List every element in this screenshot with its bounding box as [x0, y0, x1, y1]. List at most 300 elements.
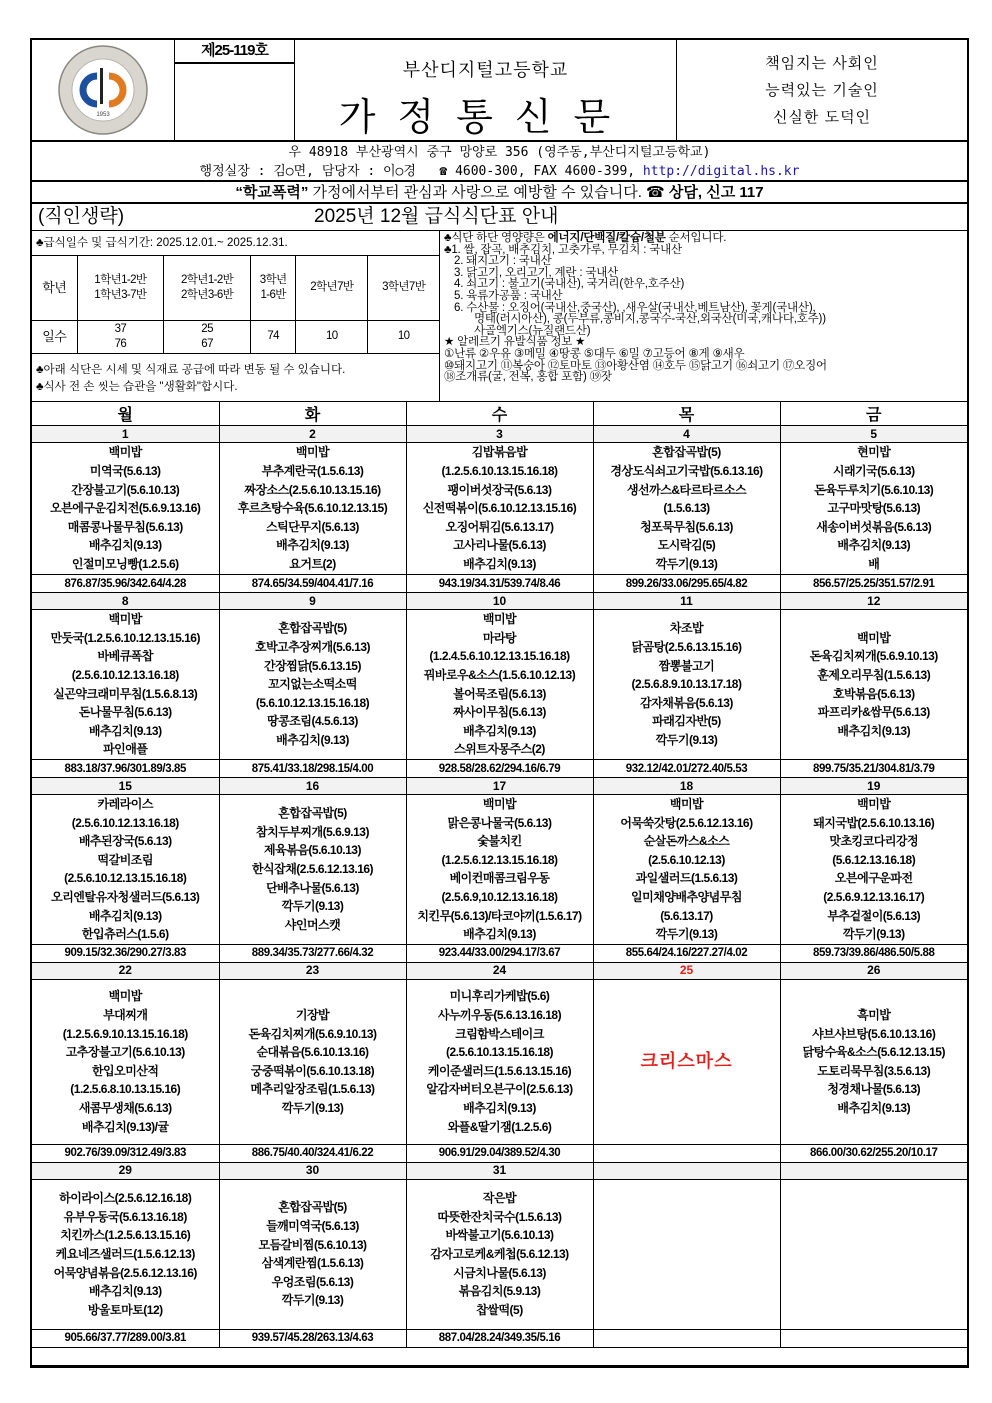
menu-item: 훈제오리무침(1.5.6.13): [817, 667, 931, 682]
date-cell: [780, 1162, 967, 1179]
menu-item: 미니후리가케밥(5.6): [449, 989, 550, 1004]
nutrition-value: 886.75/40.40/324.41/6.22: [219, 1144, 406, 1162]
menu-item: 배추김치(9.13): [463, 723, 536, 738]
menu-item: 시금치나물(5.6.13): [453, 1265, 546, 1280]
menu-item: 땅콩조림(4.5.6.13): [267, 714, 358, 729]
menu-item: 베이컨매콤크림우동: [449, 871, 550, 886]
nutrition-value: 866.00/30.62/255.20/10.17: [780, 1144, 967, 1162]
menu-cell: [593, 610, 780, 760]
menu-item: 맛초킹코다리강정: [829, 834, 919, 849]
staff: 행정실장 : 김○면, 담당자 : 이○경: [199, 164, 416, 179]
header: [32, 40, 967, 142]
grade-cell: 2학년1-2반 2학년3-6반: [164, 256, 251, 320]
date-row: [32, 778, 967, 795]
origin-line: 사골엑기스(뉴질랜드산): [474, 324, 591, 337]
menu-item: 김밥볶음밥: [471, 445, 528, 460]
menu-item: 단배추나물(5.6.13): [266, 880, 359, 895]
menu-item: 기장밥: [295, 1007, 330, 1022]
date-cell: 16: [219, 778, 406, 795]
nutrition-value: 928.58/28.62/294.16/6.79: [406, 760, 593, 778]
nutrition-value: 874.65/34.59/404.41/7.16: [219, 575, 406, 593]
menu-item: 인절미모닝빵(1.2.5.6): [71, 556, 179, 571]
menu-item: 메추리알장조림(1.5.6.13): [250, 1082, 375, 1097]
menu-item: 오징어튀김(5.6.13.17): [445, 519, 554, 534]
note: ♣식사 전 손 씻는 습관을 "생활화"합시다.: [36, 380, 238, 393]
menu-item: 바베큐폭찹: [97, 649, 153, 664]
menu-item: 케이준샐러드(1.5.6.13.15.16): [427, 1063, 572, 1078]
days-header: 일수: [32, 320, 77, 353]
menu-item: 알감자버터오븐구이(2.5.6.13): [426, 1082, 573, 1097]
menu-cell: [406, 443, 593, 575]
menu-item: (2.5.6.8.9.10.13.17.18): [631, 677, 742, 692]
info-section: [32, 231, 967, 402]
days-cell: 10: [296, 320, 368, 353]
menu-cell: [32, 795, 219, 945]
weekday-header: 수: [406, 402, 593, 426]
menu-cell: [406, 1179, 593, 1329]
menu-item: 한입오미산적: [91, 1063, 159, 1078]
weekday-header: 월: [32, 402, 219, 426]
menu-item: 숯불치킨: [477, 834, 522, 849]
menu-item: 새콤무생채(5.6.13): [78, 1100, 172, 1115]
nutrition-value: 902.76/39.09/312.49/3.83: [32, 1144, 219, 1162]
menu-item: 백미밥: [857, 797, 891, 811]
nutrition-row: [32, 1329, 967, 1347]
menu-item: 백미밥: [857, 630, 891, 645]
menu-item: 모듬갈비찜(5.6.10.13): [258, 1237, 367, 1252]
origin-line: 6. 수산물 : 오징어(국내산,중국산), ,새우살(국내산,베트남산), 꽃게(국내산),: [454, 301, 816, 314]
newsletter-title: 가정통신문: [338, 95, 633, 139]
origin-allergy-info: [440, 231, 967, 401]
menu-item: 삼색계란찜(1.5.6.13): [261, 1256, 364, 1271]
menu-cell: [32, 979, 219, 1144]
date-cell: 4: [593, 426, 780, 443]
menu-item: 들깨미역국(5.6.13): [266, 1219, 359, 1234]
menu-item: (1.2.5.6.12.13.15.16.18): [441, 852, 558, 867]
contact-info: [32, 142, 967, 182]
date-cell: 26: [780, 962, 967, 979]
menu-item: 사누끼우동(5.6.13.16.18): [437, 1007, 562, 1022]
menu-item: 오리엔탈유자청샐러드(5.6.13): [51, 889, 200, 904]
menu-item: 작은밥: [482, 1191, 517, 1206]
nutrition-note: ♣식단 하단 영양량은 에너지/단백질/칼슘/철분 순서입니다.: [444, 232, 727, 244]
menu-cell: [406, 610, 593, 760]
school-name: 부산디지털고등학교: [402, 60, 569, 80]
menu-item: 깍두기(9.13): [281, 1100, 344, 1115]
origin-line: 4. 쇠고기 : 불고기(국내산), 국거리(한우,호주산): [454, 278, 685, 291]
nutrition-row: [32, 575, 967, 593]
menu-item: 참치두부찌개(5.6.9.13): [256, 824, 369, 839]
telephone-icon: ☎: [646, 184, 669, 201]
menu-item: 감자고로케&케첩(5.6.12.13): [430, 1246, 569, 1261]
menu-item: 순살돈까스&소스: [643, 834, 730, 849]
menu-item: 파래김자반(5): [652, 714, 721, 729]
menu-cell: [219, 979, 406, 1144]
menu-item: 배추김치(9.13): [88, 538, 162, 553]
menu-item: 깍두기(9.13): [842, 927, 905, 942]
menu-cell: [593, 795, 780, 945]
menu-item: 깍두기(9.13): [655, 732, 718, 747]
menu-item: 청포묵무침(5.6.13): [640, 519, 733, 534]
nutrition-value: 939.57/45.28/263.13/4.63: [219, 1329, 406, 1347]
menu-item: 한입츄러스(1.5.6): [81, 927, 169, 942]
hotline: 상담, 신고 117: [668, 184, 764, 201]
menu-cell: [593, 443, 780, 575]
date-row: [32, 1162, 967, 1179]
menu-row: [32, 1179, 967, 1329]
menu-item: (1.2.5.6.9.10.13.15.16.18): [62, 1026, 188, 1041]
school-motto: [677, 40, 967, 140]
menu-item: 배추김치(9.13): [837, 538, 911, 553]
menu-item: 크림함박스테이크: [455, 1026, 544, 1041]
menu-item: 방울토마토(12): [87, 1302, 163, 1317]
menu-item: 어묵쑥갓탕(2.5.6.12.13.16): [620, 815, 753, 830]
allergy-line: ⑩돼지고기 ⑪복숭아 ⑫토마토 ⑬아황산염 ⑭호두 ⑮닭고기 ⑯쇠고기 ⑰오징어: [444, 359, 827, 372]
nutrition-row: [32, 944, 967, 962]
address: 우 48918 부산광역시 중구 망양로 356 (영주동,부산디지털고등학교): [288, 145, 711, 160]
menu-item: 배추김치(9.13): [463, 556, 536, 571]
menu-item: 백미밥: [295, 445, 330, 460]
menu-cell: [780, 610, 967, 760]
origin-line: 2. 돼지고기 : 국내산: [454, 255, 552, 268]
menu-item: 돈나물무침(5.6.13): [78, 705, 172, 720]
menu-item: 백미밥: [482, 797, 517, 811]
menu-cell: [32, 1179, 219, 1329]
nutrition-value: 876.87/35.96/342.64/4.28: [32, 575, 219, 593]
nutrition-value: 889.34/35.73/277.66/4.32: [219, 944, 406, 962]
menu-item: 후르츠탕수육(5.6.10.12.13.15): [237, 501, 388, 516]
days-cell: 74: [250, 320, 295, 353]
menu-item: 혼합잡곡밥(5): [278, 1200, 347, 1215]
menu-cell: [780, 979, 967, 1144]
menu-cell: [780, 795, 967, 945]
weekday-header: 금: [780, 402, 967, 426]
days-cell: 25 67: [164, 320, 251, 353]
date-cell: 24: [406, 962, 593, 979]
menu-item: 와플&딸기잼(1.2.5.6): [447, 1119, 552, 1134]
menu-item: 팽이버섯장국(5.6.13): [447, 482, 552, 497]
grade-cell: 3학년7반: [368, 256, 439, 320]
date-cell: 25: [593, 962, 780, 979]
menu-item: (1.2.5.6.10.13.15.16.18): [441, 464, 558, 479]
menu-item: 닭탕수육&소스(5.6.12.13.15): [802, 1045, 945, 1060]
menu-item: 돈육김치찌개(5.6.9.10.13): [248, 1026, 377, 1041]
menu-item: 닭곰탕(2.5.6.13.15.16): [631, 640, 742, 655]
menu-item: 순대볶음(5.6.10.13.16): [256, 1045, 369, 1060]
grade-cell: 2학년7반: [296, 256, 368, 320]
date-cell: 1: [32, 426, 219, 443]
menu-item: 도시락김(5): [657, 538, 716, 553]
issue-number: 제25-119호: [175, 40, 294, 64]
allergy-line: ①난류 ②우유 ③메밀 ④땅콩 ⑤대두 ⑥밀 ⑦고등어 ⑧게 ⑨새우: [444, 347, 745, 360]
menu-cell: [780, 1179, 967, 1329]
nutrition-value: 923.44/33.00/294.17/3.67: [406, 944, 593, 962]
document-title-row: [32, 204, 967, 231]
menu-cell: [593, 979, 780, 1144]
menu-item: 샤인머스캣: [284, 917, 341, 932]
blank-row: [32, 1347, 967, 1365]
menu-item: 마라탕: [482, 630, 517, 645]
menu-item: 실곤약크래미무침(1.5.6.8.13): [53, 686, 198, 701]
menu-item: 배추된장국(5.6.13): [78, 834, 172, 849]
campaign-banner: [32, 182, 967, 204]
date-cell: 23: [219, 962, 406, 979]
nutrition-value: [780, 1329, 967, 1347]
menu-item: 배추김치(9.13): [276, 538, 349, 553]
grade-cell: 3학년 1-6반: [250, 256, 295, 320]
weekday-header: 목: [593, 402, 780, 426]
menu-cell: [32, 443, 219, 575]
allergy-title: ★ 알레르기 유발식품 정보 ★: [444, 336, 586, 349]
nutrition-value: [593, 1329, 780, 1347]
days-cell: 37 76: [77, 320, 164, 353]
menu-cell: [219, 1179, 406, 1329]
phone: 4600-300, FAX 4600-399,: [455, 164, 636, 179]
menu-cell: [32, 610, 219, 760]
nutrition-value: 943.19/34.31/539.74/8.46: [406, 575, 593, 593]
menu-item: 배추김치(9.13): [276, 732, 349, 747]
menu-item: 한식잡채(2.5.6.12.13.16): [251, 862, 374, 877]
date-cell: 15: [32, 778, 219, 795]
date-cell: 29: [32, 1162, 219, 1179]
menu-item: 돈육두루치기(5.6.10.13): [814, 482, 934, 497]
menu-item: 시래기국(5.6.13): [832, 464, 915, 479]
menu-item: 어묵양념볶음(2.5.6.12.13.16): [53, 1265, 197, 1280]
notes: [32, 354, 439, 396]
menu-item: 짬뽕불고기: [658, 658, 715, 673]
menu-item: 맑은콩나물국(5.6.13): [447, 815, 552, 830]
date-cell: 10: [406, 593, 593, 610]
origin-line: 명태(러시아산), 콩(두부류,콩비지,콩국수-국산,외국산(미국,캐나다,호주)): [474, 313, 826, 326]
menu-item: 우엉조림(5.6.13): [271, 1274, 354, 1289]
menu-item: 도토리묵무침(3.5.6.13): [817, 1063, 931, 1078]
menu-item: (1.2.5.6.8.10.13.15.16): [70, 1082, 181, 1097]
motto-line: 신실한 도덕인: [772, 109, 872, 126]
menu-item: 하이라이스(2.5.6.12.16.18): [59, 1191, 192, 1206]
menu-item: 백미밥: [482, 612, 517, 627]
menu-item: 혼합잡곡밥(5): [652, 445, 721, 460]
origin-line: 5. 육류가공품 : 국내산: [454, 289, 563, 302]
menu-item: 감자채볶음(5.6.13): [640, 695, 733, 710]
blank-cell: [32, 1347, 967, 1365]
menu-item: 일미채양배추양념무침: [631, 889, 742, 904]
menu-item: 파프리카&쌈무(5.6.13): [817, 705, 930, 720]
newsletter: [30, 38, 969, 1368]
menu-cell: [219, 443, 406, 575]
date-cell: 8: [32, 593, 219, 610]
nutrition-value: 899.26/33.06/295.65/4.82: [593, 575, 780, 593]
menu-item: 깍두기(9.13): [655, 927, 718, 942]
date-cell: 18: [593, 778, 780, 795]
holiday-name: 크리스마스: [640, 1051, 733, 1072]
menu-item: 부추계란국(1.5.6.13): [261, 464, 364, 479]
menu-item: 백미밥: [108, 445, 142, 460]
school-logo: [32, 40, 175, 140]
origin-line: 3. 닭고기, 오리고기, 계란 : 국내산: [454, 266, 619, 279]
menu-row: [32, 443, 967, 575]
date-cell: 31: [406, 1162, 593, 1179]
nutrition-value: 905.66/37.77/289.00/3.81: [32, 1329, 219, 1347]
telephone-icon: ☎: [439, 164, 448, 179]
menu-item: (1.2.4.5.6.10.12.13.15.16.18): [429, 649, 570, 664]
menu-item: 떡갈비조림: [97, 852, 153, 867]
date-cell: 12: [780, 593, 967, 610]
menu-item: 짜사이무침(5.6.13): [453, 705, 546, 720]
menu-item: 고구마맛탕(5.6.13): [827, 501, 921, 516]
school-emblem-icon: [57, 44, 149, 136]
menu-item: 스틱단무지(5.6.13): [266, 519, 359, 534]
menu-item: 경상도식쇠고기국밥(5.6.13.16): [610, 464, 763, 479]
menu-item: 현미밥: [857, 445, 891, 460]
grade-header: 학년: [32, 256, 77, 320]
date-cell: 22: [32, 962, 219, 979]
menu-item: 깍두기(9.13): [655, 556, 718, 571]
date-cell: 2: [219, 426, 406, 443]
menu-cell: [406, 795, 593, 945]
weekday-header-row: [32, 402, 967, 426]
menu-item: 유부우동국(5.6.13.16.18): [63, 1209, 187, 1224]
menu-item: 짜장소스(2.5.6.10.13.15.16): [244, 482, 381, 497]
menu-item: 고추장불고기(5.6.10.13): [65, 1045, 185, 1060]
menu-item: 미역국(5.6.13): [89, 464, 161, 479]
menu-item: 배추김치(9.13): [88, 723, 162, 738]
menu-item: 신전떡볶이(5.6.10.12.13.15.16): [422, 501, 577, 516]
menu-item: 돈육김치찌개(5.6.9.10.13): [809, 649, 938, 664]
menu-item: 배추김치(9.13)/귤: [81, 1119, 169, 1134]
campaign-text: 가정에서부터 관심과 사랑으로 예방할 수 있습니다.: [308, 184, 647, 201]
date-row: [32, 593, 967, 610]
menu-item: 배추김치(9.13): [88, 908, 162, 923]
days-cell: 10: [368, 320, 439, 353]
menu-item: 배추김치(9.13): [837, 723, 911, 738]
campaign-quote: “학교폭력”: [235, 184, 309, 201]
menu-item: 배추김치(9.13): [463, 927, 536, 942]
page-title: 2025년 12월 급식식단표 안내: [314, 206, 559, 227]
menu-item: (2.5.6.10.12.13.15.16.18): [64, 871, 187, 886]
menu-cell: [219, 610, 406, 760]
nutrition-value: 859.73/39.86/486.50/5.88: [780, 944, 967, 962]
menu-item: (5.6.13.17): [660, 908, 713, 923]
seal-omitted: (직인생략): [38, 206, 125, 227]
date-cell: 9: [219, 593, 406, 610]
menu-item: 부추겉절이(5.6.13): [827, 908, 921, 923]
menu-item: 꼬지없는소떡소떡: [268, 677, 357, 692]
menu-item: 찹쌀떡(5): [476, 1302, 523, 1317]
date-cell: [593, 1162, 780, 1179]
nutrition-value: 909.15/32.36/290.27/3.83: [32, 944, 219, 962]
menu-item: 만둣국(1.2.5.6.10.12.13.15.16): [50, 630, 200, 645]
svg-text:1953: 1953: [96, 112, 110, 118]
menu-item: 깍두기(9.13): [281, 899, 344, 914]
menu-item: 볼어묵조림(5.6.13): [453, 686, 546, 701]
menu-item: 흑미밥: [857, 1007, 891, 1022]
school-website-link[interactable]: http://digital.hs.kr: [642, 164, 800, 179]
menu-item: (2.5.6.10.12.13.16.18): [71, 815, 179, 830]
menu-item: 배추김치(9.13): [463, 1100, 536, 1115]
nutrition-value: 932.12/42.01/272.40/5.53: [593, 760, 780, 778]
menu-item: 볶음김치(5.9.13): [458, 1284, 541, 1299]
date-cell: 11: [593, 593, 780, 610]
menu-item: (5.6.10.12.13.15.16.18): [255, 695, 370, 710]
menu-item: 부대찌개: [103, 1007, 148, 1022]
motto-line: 책임지는 사회인: [765, 55, 879, 72]
date-cell: 5: [780, 426, 967, 443]
menu-item: (1.5.6.13): [663, 501, 710, 516]
menu-item: 깍두기(9.13): [281, 1293, 344, 1308]
menu-item: 간장찜닭(5.6.13.15): [264, 658, 361, 673]
menu-item: 혼합잡곡밥(5): [278, 621, 347, 636]
menu-item: 차조밥: [669, 621, 704, 636]
meal-calendar: [32, 402, 967, 1366]
allergy-line: ⑱조개류(굴, 전복, 홍합 포함) ⑲잣: [444, 371, 612, 384]
nutrition-value: 883.18/37.96/301.89/3.85: [32, 760, 219, 778]
weekday-header: 화: [219, 402, 406, 426]
date-cell: 30: [219, 1162, 406, 1179]
menu-item: 배: [868, 556, 880, 571]
menu-item: 바싹불고기(5.6.10.13): [445, 1228, 554, 1243]
menu-item: 생선까스&타르타르소스: [626, 482, 747, 497]
menu-item: 궁중떡볶이(5.6.10.13.18): [250, 1063, 375, 1078]
menu-item: 돼지국밥(2.5.6.10.13.16): [813, 815, 935, 830]
menu-item: 제육볶음(5.6.10.13): [264, 843, 361, 858]
menu-item: (2.5.6.10.12.13): [648, 852, 725, 867]
menu-item: 과일샐러드(1.5.6.13): [635, 871, 738, 886]
origin-line: ♣1. 쌀, 잡곡, 배추김치, 고춧가루, 무김치 : 국내산: [444, 243, 682, 256]
menu-item: 배추김치(9.13): [837, 1100, 911, 1115]
menu-item: 오븐에구운김치전(5.6.9.13.16): [50, 501, 201, 516]
note: ♣아래 식단은 시세 및 식재료 공급에 따라 변동 될 수 있습니다.: [36, 363, 346, 376]
menu-item: (2.5.6.10.12.13.16.18): [71, 667, 179, 682]
menu-item: 따뜻한잔치국수(1.5.6.13): [437, 1209, 562, 1224]
menu-item: 호박고추장찌개(5.6.13): [254, 640, 370, 655]
menu-item: 샤브샤브탕(5.6.10.13.16): [812, 1026, 936, 1041]
menu-item: 매콤콩나물무침(5.6.13): [67, 519, 183, 534]
menu-cell: [406, 979, 593, 1144]
grade-cell: 1학년1-2반 1학년3-7반: [77, 256, 164, 320]
menu-item: 파인애플: [103, 742, 148, 757]
menu-item: 백미밥: [108, 989, 142, 1004]
nutrition-value: 906.91/29.04/389.52/4.30: [406, 1144, 593, 1162]
menu-item: 배추김치(9.13): [88, 1284, 162, 1299]
menu-row: [32, 610, 967, 760]
date-cell: 19: [780, 778, 967, 795]
menu-item: 고사리나물(5.6.13): [453, 538, 546, 553]
menu-cell: [780, 443, 967, 575]
menu-item: (2.5.6.10.13.15.16.18): [445, 1045, 554, 1060]
nutrition-value: 856.57/25.25/351.57/2.91: [780, 575, 967, 593]
meal-period: ♣급식일수 및 급식기간: 2025.12.01.~ 2025.12.31.: [32, 231, 439, 256]
menu-item: 호박볶음(5.6.13): [832, 686, 915, 701]
menu-item: 혼합잡곡밥(5): [278, 806, 347, 821]
menu-item: 요거트(2): [289, 556, 336, 571]
date-cell: 17: [406, 778, 593, 795]
grade-days-table: [32, 256, 439, 354]
menu-item: 꿔바로우&소스(1.5.6.10.12.13): [423, 667, 576, 682]
nutrition-row: [32, 760, 967, 778]
menu-item: 백미밥: [108, 612, 142, 627]
nutrition-value: 887.04/28.24/349.35/5.16: [406, 1329, 593, 1347]
menu-row: [32, 795, 967, 945]
nutrition-value: 855.64/24.16/227.27/4.02: [593, 944, 780, 962]
menu-item: 청경채나물(5.6.13): [827, 1082, 921, 1097]
menu-item: (2.5.6.9,10.12.13.16.18): [441, 889, 558, 904]
menu-item: 오븐에구운파전: [834, 871, 913, 886]
menu-item: (5.6.12.13.16.18): [832, 852, 916, 867]
menu-item: 스위트자몽주스(2): [454, 742, 545, 757]
nutrition-value: 899.75/35.21/304.81/3.79: [780, 760, 967, 778]
menu-item: 카레라이스: [97, 797, 153, 811]
menu-item: 치킨무(5.6.13)/타코야끼(1.5.6.17): [417, 908, 582, 923]
